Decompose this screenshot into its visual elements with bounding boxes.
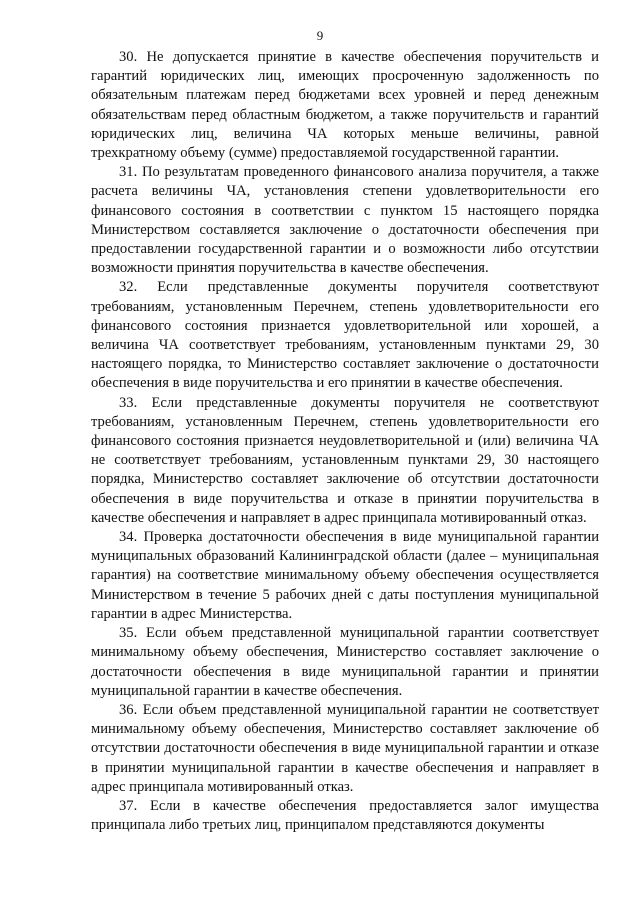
paragraph-31: 31. По результатам проведенного финансового анализа поручителя, а также расчета величины ЧА, установления степени удовлетворительности его финансового состояния в соответствии с пунктом 15 настоящего порядка Министерством составляется заключение о достаточности обеспечения при предоставлении государственной гарантии и о возможности либо отсутствии возможности принятия поручительства в качестве обеспечения.	[91, 164, 599, 277]
paragraph-32: 32. Если представленные документы поручителя соответствуют требованиям, установленным Перечнем, степень удовлетворительности его финансового состояния признается удовлетворительной или хорошей, а величина ЧА соответствует требованиям, установленным пунктами 29, 30 настоящего порядка, то Министерство составляет заключение о достаточности обеспечения в виде поручительства и его принятии в качестве обеспечения.	[91, 279, 599, 392]
paragraph-30: 30. Не допускается принятие в качестве обеспечения поручительств и гарантий юридических лиц, имеющих просроченную задолженность по обязательным платежам перед бюджетами всех уровней и перед денежным обязательствам перед областным бюджетом, а также поручительств и гарантий юридических лиц, величина ЧА которых меньше величины, равной трехкратному объему (сумме) предоставляемой государственной гарантии.	[91, 49, 599, 162]
paragraph-33: 33. Если представленные документы поручителя не соответствуют требованиям, установленным Перечнем, степень удовлетворительности его финансового состояния признается неудовлетворительной и (или) величина ЧА не соответствует требованиям, установленным пунктами 29, 30 настоящего порядка, Министерство составляет заключение об отсутствии достаточности обеспечения в виде поручительства и отказе в принятии поручительства в качестве обеспечения и направляет в адрес принципала мотивированный отказ.	[91, 394, 599, 526]
document-body	[91, 48, 599, 835]
paragraph-34: 34. Проверка достаточности обеспечения в виде муниципальной гарантии муниципальных образований Калининградской области (далее – муниципальная гарантия) на соответствие минимальному объему обеспечения осуществляется Министерством в течение 5 рабочих дней с даты поступления муниципальной гарантии в адрес Министерства.	[91, 529, 599, 622]
page-number: 9	[316, 28, 324, 43]
paragraph-36: 36. Если объем представленной муниципальной гарантии не соответствует минимальному объему обеспечения, Министерство составляет заключение об отсутствии достаточности обеспечения в виде муниципальной гарантии и отказе в принятии муниципальной гарантии в качестве обеспечения и направляет в адрес принципала мотивированный отказ.	[91, 701, 599, 795]
paragraph-35: 35. Если объем представленной муниципальной гарантии соответствует минимальному объему обеспечения, Министерство составляет заключение о достаточности обеспечения в виде муниципальной гарантии и принятии муниципальной гарантии в качестве обеспечения.	[91, 625, 599, 699]
paragraph-37: 37. Если в качестве обеспечения предоставляется залог имущества принципала либо третьих лиц, принципалом представляются документы	[91, 797, 599, 834]
